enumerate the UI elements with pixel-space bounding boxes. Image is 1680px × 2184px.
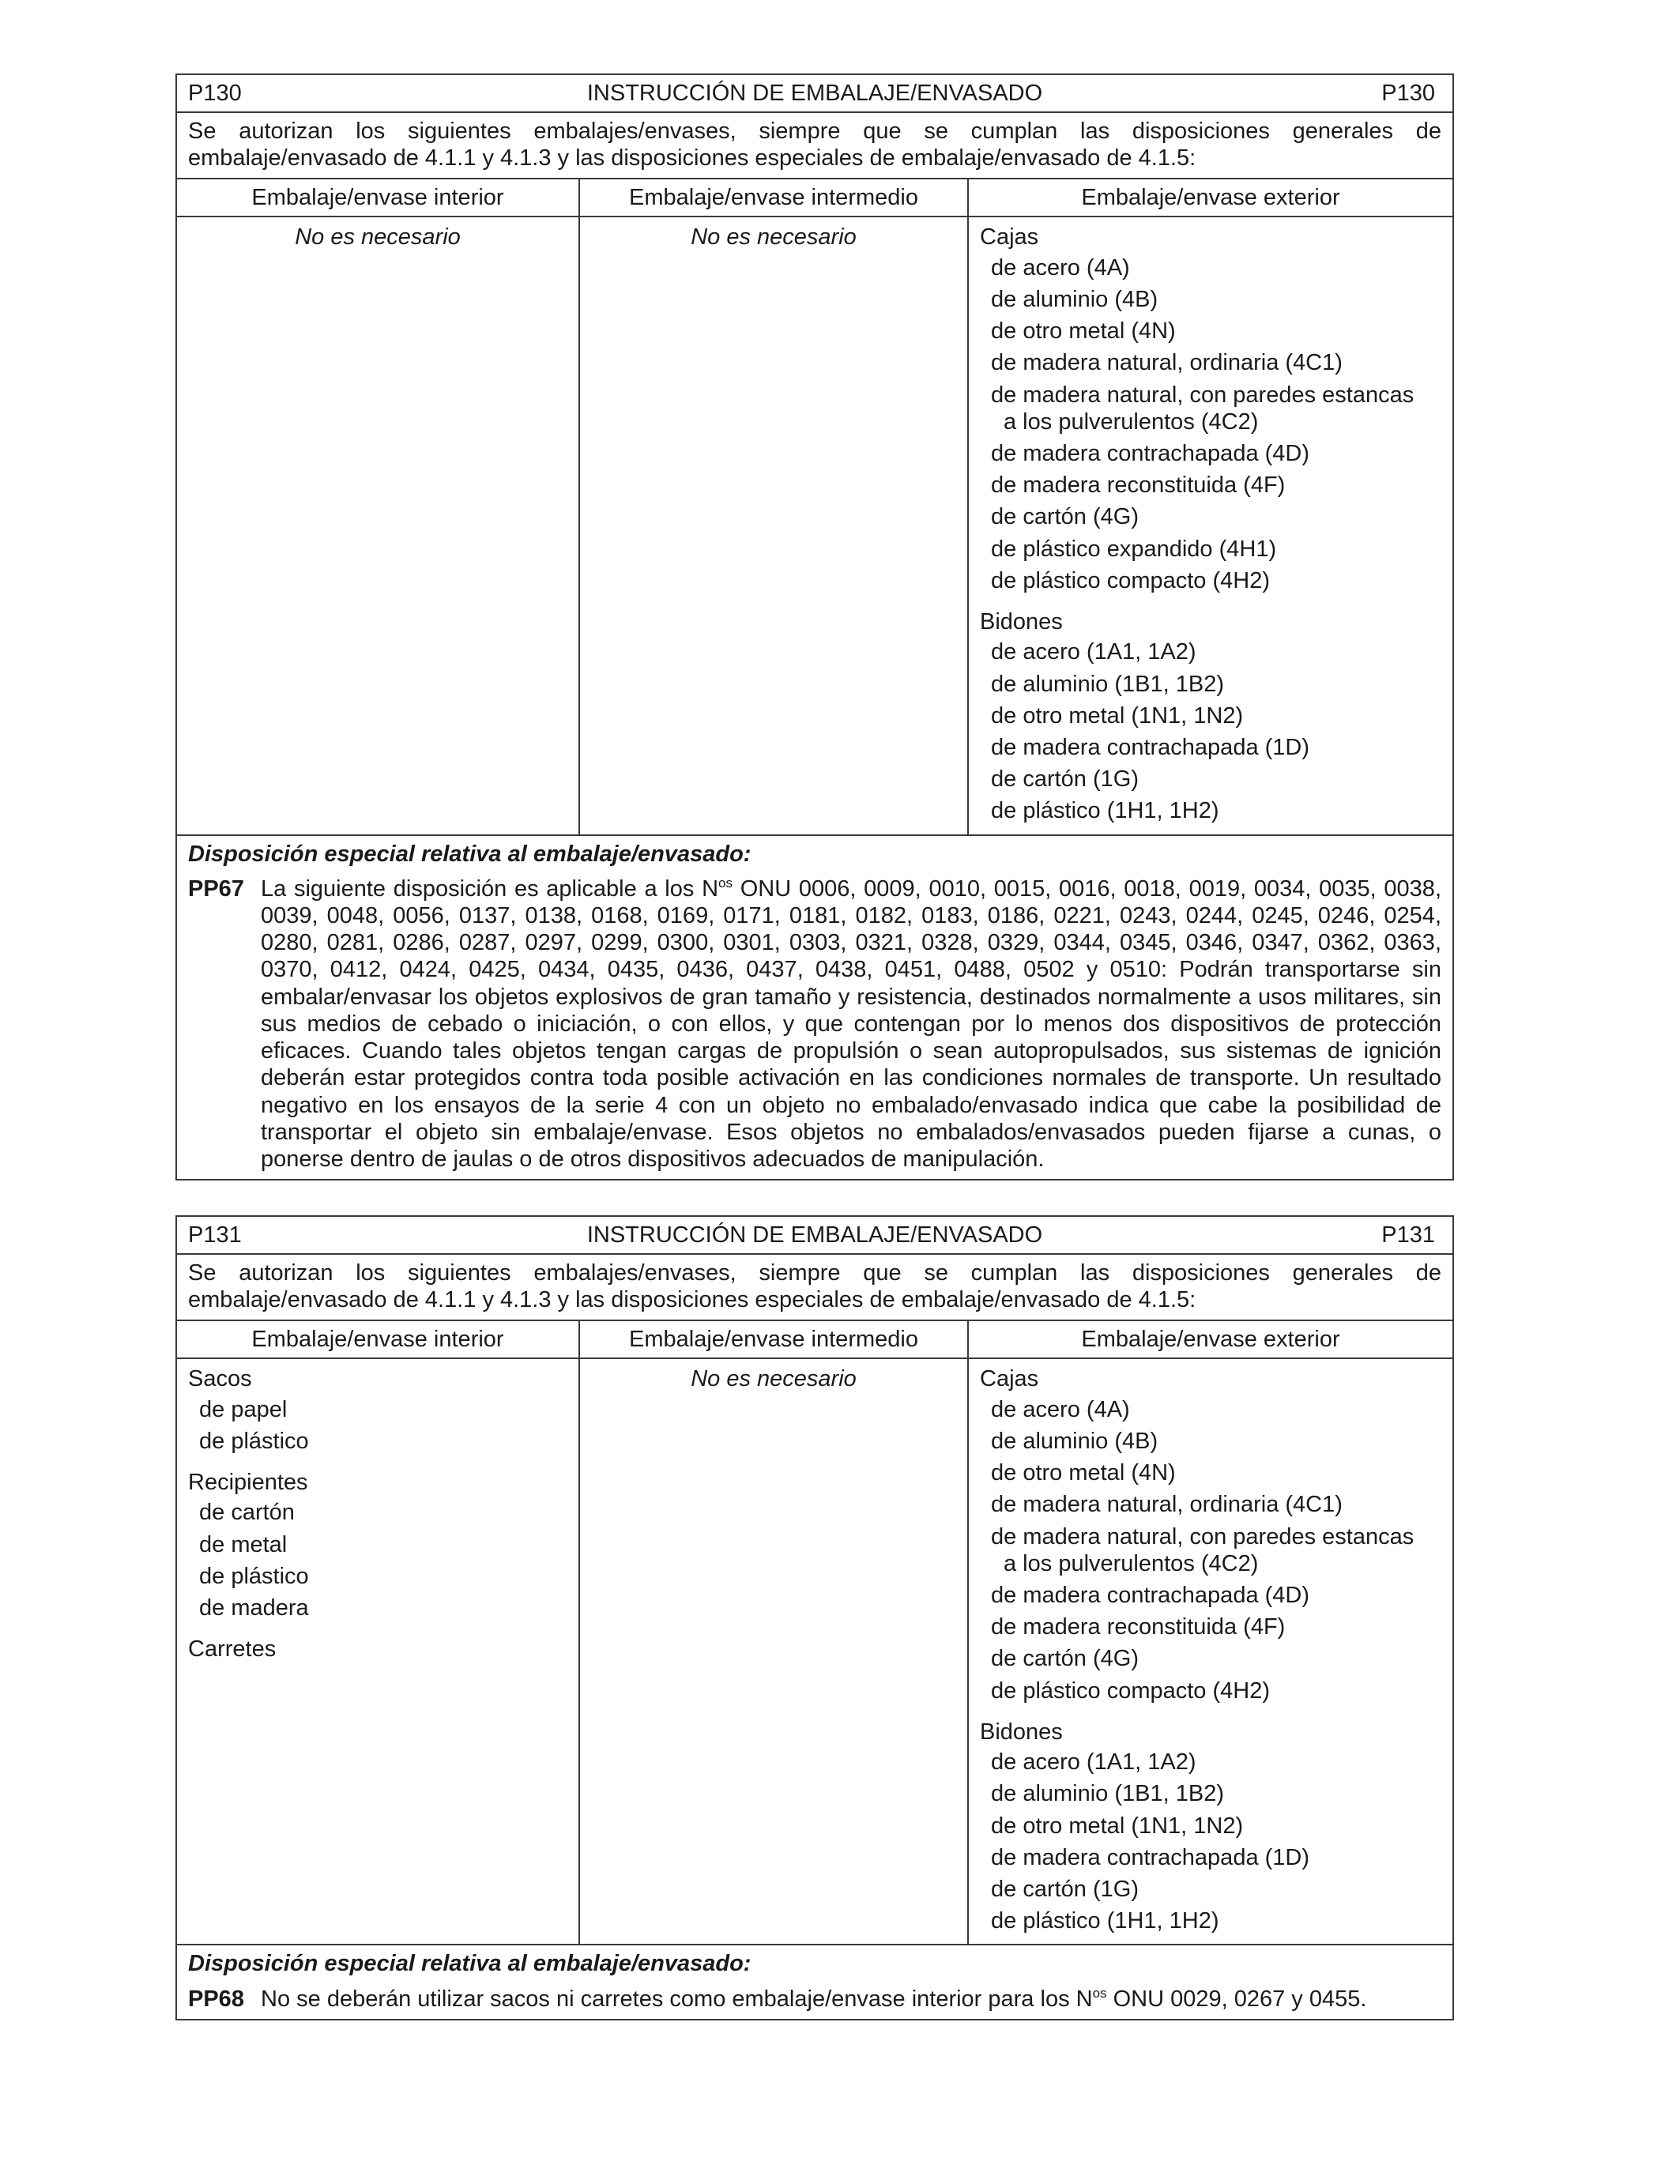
list-item: de madera natural, ordinaria (4C1) — [991, 350, 1343, 376]
p131-col-inner-header: Embalaje/envase interior — [177, 1321, 580, 1359]
list-item: de otro metal (1N1, 1N2) — [991, 1813, 1244, 1839]
list-item: de cartón (1G) — [991, 1876, 1139, 1902]
list-item: de madera reconstituida (4F) — [991, 1614, 1286, 1640]
p131-col-outer-header: Embalaje/envase exterior — [969, 1321, 1452, 1359]
p130-special-provision — [177, 834, 1452, 1180]
p131-spools-title: Carretes — [188, 1636, 277, 1662]
list-item-text: de madera natural, con paredes estancas — [991, 382, 1414, 408]
p131-col-intermediate-header: Embalaje/envase intermedio — [580, 1321, 969, 1359]
list-item-continuation: a los pulverulentos (4C2) — [1004, 1550, 1259, 1576]
list-item: de metal — [199, 1531, 288, 1557]
p131-bags-group — [188, 1365, 567, 1455]
p131-boxes-group — [980, 1365, 1441, 1704]
p130-code-right: P130 — [1381, 80, 1435, 106]
p130-outer-cell — [969, 217, 1452, 834]
pp68-text — [261, 1986, 1441, 2013]
list-item: de acero (4A) — [991, 1396, 1130, 1422]
p130-intro: Se autorizan los siguientes embalajes/envases, siempre que se cumplan las disposiciones generales de embalaje/envasado de 4.1.1 y 4.1.3 y las disposiciones especiales de embalaje/envasado de 4.1.5: — [177, 113, 1452, 179]
list-item: de acero (1A1, 1A2) — [991, 1749, 1196, 1775]
list-item-text: de madera natural, con paredes estancas — [991, 1523, 1414, 1550]
pp67-text-pre: La siguiente disposición es aplicable a los N — [261, 875, 719, 902]
pp67-sup: os — [718, 875, 733, 891]
pp68-sup: os — [1092, 1985, 1107, 2001]
list-item: de acero (1A1, 1A2) — [991, 639, 1196, 665]
p131-inner-cell — [177, 1359, 580, 1944]
p130-drums-group — [980, 608, 1441, 825]
list-item: de plástico — [199, 1428, 309, 1454]
p131-code-right: P131 — [1381, 1222, 1435, 1248]
pp67-text-post: ONU 0006, 0009, 0010, 0015, 0016, 0018, 0019, 0034, 0035, 0038, 0039, 0048, 0056, 0137, 0138, 0168, 0169, 0171, 0181, 0182, 0183, 0186, 0221, 0243, 0244, 0245, 0246, 0254, 0280, 0281, 0286, 0287, 0297, 0299, 0300, 0301, 0303, 0321, 0328, 0329, 0344, 0345, 0346, 0347, 0362, 0363, 0370, 0412, 0424, 0425, 0434, 0435, 0436, 0437, 0438, 0451, 0488, 0502 y 0510: Podrán transportarse sin embalar/envasar los objetos explosivos de gran tamaño y resistencia, destinados normalmente a usos militares, sin sus medios de cebado o iniciación, o con ellos, y que contengan por lo menos dos dispositivos de protección eficaces. Cuando tales objetos tengan cargas de propulsión o sean autopropulsados, sus sistemas de ignición deberán estar protegidos contra toda posible activación en las condiciones normales de transporte. Un resultado negativo en los ensayos de la serie 4 con un objeto no embalado/envasado indica que cabe la posibilidad de transportar el objeto sin embalaje/envase. Esos objetos no embalados/envasados pueden fijarse a cunas, o ponerse dentro de jaulas o de otros dispositivos adecuados de manipulación. — [261, 875, 1441, 1172]
list-item: de madera contrachapada (1D) — [991, 734, 1310, 760]
list-item: de plástico (1H1, 1H2) — [991, 798, 1219, 824]
p131-code-left: P131 — [188, 1222, 242, 1248]
list-item — [980, 382, 1441, 435]
list-item: de plástico expandido (4H1) — [991, 536, 1277, 562]
p131-intermediate-cell: No es necesario — [580, 1359, 969, 1944]
list-item: de cartón (1G) — [991, 766, 1139, 793]
p130-boxes-title: Cajas — [980, 224, 1039, 250]
p130-pp67 — [188, 875, 1441, 1173]
p130-intermediate-cell: No es necesario — [580, 217, 969, 834]
list-item: de madera reconstituida (4F) — [991, 473, 1286, 499]
p130-table — [175, 73, 1454, 1180]
pp67-code: PP67 — [188, 875, 244, 902]
p131-drums-title: Bidones — [980, 1719, 1063, 1745]
pp68-code: PP68 — [188, 1986, 244, 2012]
list-item — [980, 1523, 1441, 1577]
p130-columns — [177, 179, 1452, 834]
list-item: de cartón (4G) — [991, 1646, 1139, 1672]
list-item: de cartón — [199, 1500, 295, 1526]
list-item: de plástico (1H1, 1H2) — [991, 1908, 1219, 1934]
pp68-text-pre: No se deberán utilizar sacos ni carretes como embalaje/envase interior para los N — [261, 1986, 1093, 2012]
pp67-text — [261, 875, 1441, 1173]
list-item: de otro metal (4N) — [991, 1460, 1176, 1486]
list-item: de plástico — [199, 1563, 309, 1589]
p130-boxes-group — [980, 224, 1441, 594]
list-item: de aluminio (4B) — [991, 1428, 1158, 1454]
list-item: de madera contrachapada (4D) — [991, 440, 1310, 466]
p131-pp68 — [188, 1986, 1441, 2013]
list-item: de otro metal (4N) — [991, 318, 1176, 345]
p131-bags-title: Sacos — [188, 1366, 252, 1392]
list-item: de madera contrachapada (4D) — [991, 1582, 1310, 1608]
p131-intro: Se autorizan los siguientes embalajes/envases, siempre que se cumplan las disposiciones generales de embalaje/envasado de 4.1.1 y 4.1.3 y las disposiciones especiales de embalaje/envasado de 4.1.5: — [177, 1255, 1452, 1321]
p130-drums-title: Bidones — [980, 609, 1063, 635]
list-item: de acero (4A) — [991, 254, 1130, 281]
list-item: de madera — [199, 1595, 309, 1621]
list-item: de madera natural, ordinaria (4C1) — [991, 1492, 1343, 1518]
p130-col-outer-header: Embalaje/envase exterior — [969, 179, 1452, 217]
p131-receptacles-title: Recipientes — [188, 1470, 308, 1496]
p130-col-inner-header: Embalaje/envase interior — [177, 179, 580, 217]
p130-code-left: P130 — [188, 80, 242, 106]
list-item-continuation: a los pulverulentos (4C2) — [1004, 409, 1259, 435]
list-item: de otro metal (1N1, 1N2) — [991, 702, 1244, 729]
p130-header — [177, 75, 1452, 113]
p130-special-title: Disposición especial relativa al embalaje/envasado: — [188, 841, 751, 867]
list-item: de aluminio (4B) — [991, 286, 1158, 312]
list-item: de papel — [199, 1396, 288, 1422]
p130-title: INSTRUCCIÓN DE EMBALAJE/ENVASADO — [586, 80, 1043, 106]
p131-table — [175, 1215, 1454, 2020]
p130-col-intermediate-header: Embalaje/envase intermedio — [580, 179, 969, 217]
p131-columns — [177, 1321, 1452, 1944]
p131-drums-group — [980, 1719, 1441, 1935]
p131-header — [177, 1217, 1452, 1255]
p130-inner-cell: No es necesario — [177, 217, 580, 834]
p131-spools-group — [188, 1636, 567, 1662]
list-item: de aluminio (1B1, 1B2) — [991, 671, 1224, 697]
p131-title: INSTRUCCIÓN DE EMBALAJE/ENVASADO — [586, 1222, 1043, 1248]
p131-outer-cell — [969, 1359, 1452, 1944]
list-item: de plástico compacto (4H2) — [991, 567, 1270, 593]
pp68-text-post: ONU 0029, 0267 y 0455. — [1106, 1986, 1367, 2012]
list-item: de madera contrachapada (1D) — [991, 1844, 1310, 1870]
list-item: de plástico compacto (4H2) — [991, 1678, 1270, 1704]
p131-special-provision — [177, 1944, 1452, 2018]
p131-receptacles-group — [188, 1469, 567, 1621]
list-item: de aluminio (1B1, 1B2) — [991, 1781, 1224, 1807]
list-item: de cartón (4G) — [991, 504, 1139, 530]
p131-boxes-title: Cajas — [980, 1366, 1039, 1392]
p131-special-title: Disposición especial relativa al embalaje/envasado: — [188, 1951, 751, 1977]
